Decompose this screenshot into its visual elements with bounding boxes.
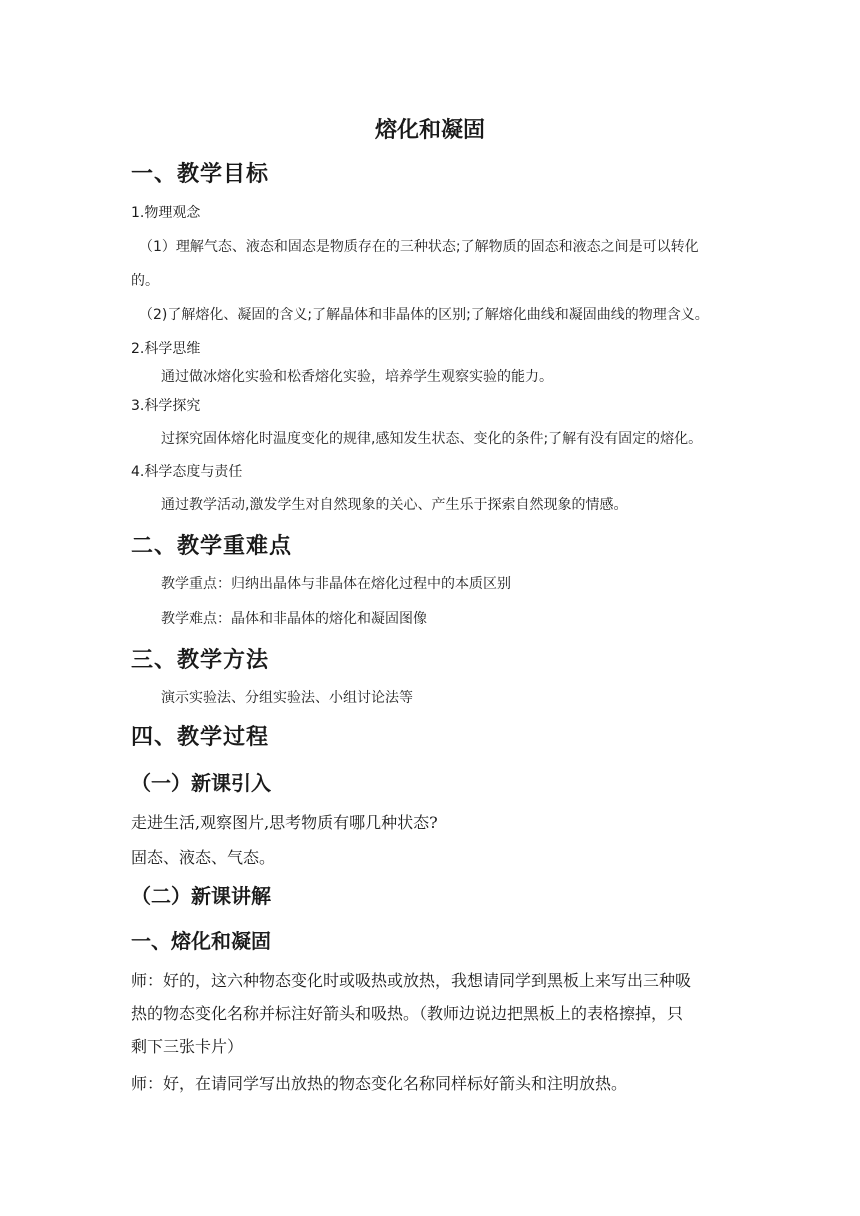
subheading-scientific-thinking: 2.科学思维 (131, 341, 201, 357)
paragraph-intro-question: 走进生活,观察图片,思考物质有哪几种状态? (131, 813, 438, 832)
paragraph-key-point: 教学重点：归纳出晶体与非晶体在熔化过程中的本质区别 (161, 576, 511, 592)
paragraph-teacher-1b: 热的物态变化名称并标注好箭头和吸热。（教师边说边把黑板上的表格擦掉，只 (131, 1004, 684, 1023)
paragraph-thinking: 通过做冰熔化实验和松香熔化实验，培养学生观察实验的能力。 (161, 369, 553, 385)
paragraph-objective-2: （2)了解熔化、凝固的含义;了解晶体和非晶体的区别;了解熔化曲线和凝固曲线的物理含义。 (139, 307, 709, 323)
paragraph-attitude: 通过教学活动,激发学生对自然现象的关心、产生乐于探索自然现象的情感。 (161, 497, 628, 513)
subheading-physics-concept: 1.物理观念 (131, 205, 201, 221)
document-title: 熔化和凝固 (374, 118, 485, 143)
subheading-scientific-inquiry: 3.科学探究 (131, 398, 201, 414)
paragraph-intro-answer: 固态、液态、气态。 (131, 848, 276, 867)
paragraph-methods: 演示实验法、分组实验法、小组讨论法等 (161, 690, 413, 706)
subheading-new-lesson-intro: （一）新课引入 (131, 771, 271, 795)
heading-key-difficult-points: 二、教学重难点 (131, 534, 293, 559)
paragraph-objective-1b: 的。 (131, 273, 159, 289)
subheading-attitude-responsibility: 4.科学态度与责任 (131, 464, 243, 480)
paragraph-teacher-1c: 剩下三张卡片） (131, 1037, 244, 1056)
paragraph-inquiry: 过探究固体熔化时温度变化的规律,感知发生状态、变化的条件;了解有没有固定的熔化。 (161, 431, 703, 447)
paragraph-difficult-point: 教学难点：晶体和非晶体的熔化和凝固图像 (161, 611, 427, 627)
heading-teaching-objectives: 一、教学目标 (131, 162, 270, 187)
paragraph-objective-1a: （1）理解气态、液态和固态是物质存在的三种状态;了解物质的固态和液态之间是可以转化 (139, 239, 699, 255)
subheading-melting-solidification: 一、熔化和凝固 (131, 929, 271, 953)
subheading-new-lesson-explain: （二）新课讲解 (131, 884, 271, 908)
heading-teaching-methods: 三、教学方法 (131, 648, 270, 673)
paragraph-teacher-1a: 师：好的，这六种物态变化时或吸热或放热，我想请同学到黑板上来写出三种吸 (131, 971, 692, 990)
heading-teaching-process: 四、教学过程 (131, 725, 270, 750)
paragraph-teacher-2: 师：好，在请同学写出放热的物态变化名称同样标好箭头和注明放热。 (131, 1074, 628, 1093)
